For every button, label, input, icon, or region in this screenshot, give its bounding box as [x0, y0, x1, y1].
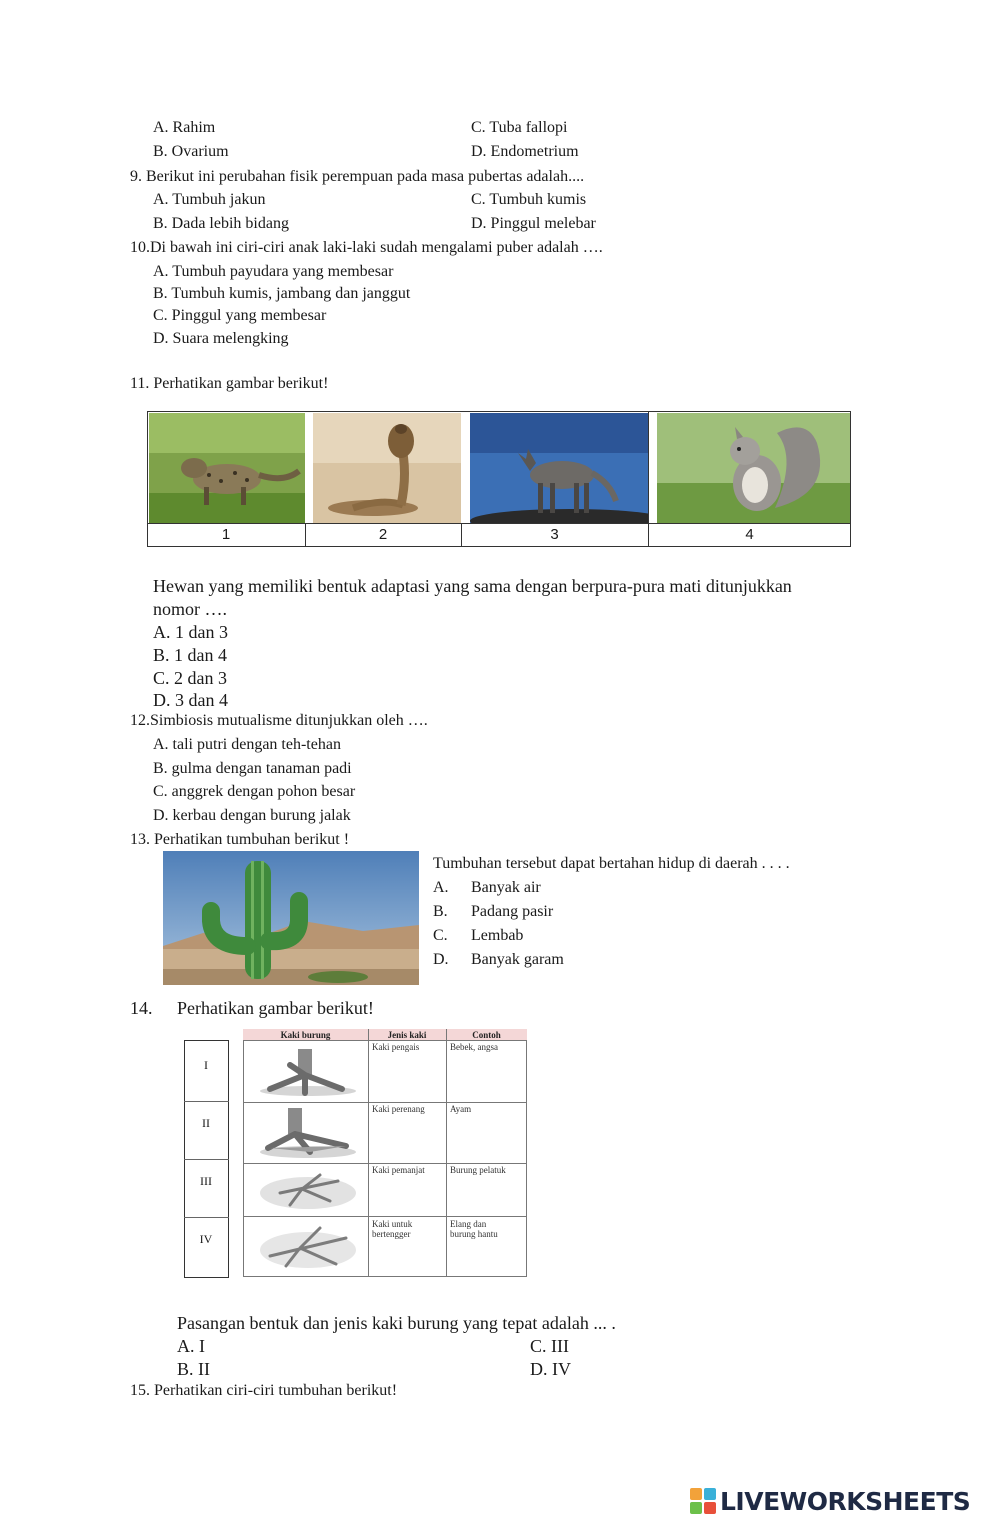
q11-option-a: A. 1 dan 3 — [153, 622, 228, 642]
roman-iii: III — [200, 1174, 212, 1188]
q11-option-b: B. 1 dan 4 — [153, 645, 227, 665]
jenis-row-2: Kaki perenang — [372, 1104, 425, 1114]
liveworksheets-logo — [690, 1486, 970, 1516]
q14-option-d: D. IV — [530, 1359, 571, 1379]
foot-image-2 — [250, 1106, 362, 1160]
q13-option-a-letter: A. — [433, 879, 449, 896]
foot-image-3 — [250, 1167, 362, 1213]
foot-image-1 — [250, 1045, 362, 1099]
q12-option-b: B. gulma dengan tanaman padi — [153, 760, 352, 777]
q13-option-b-text: Padang pasir — [471, 903, 554, 920]
q9-option-a: A. Tumbuh jakun — [153, 191, 266, 208]
q14-option-b: B. II — [177, 1359, 210, 1379]
q13-option-d-letter: D. — [433, 951, 449, 968]
contoh-row-4-line2: burung hantu — [450, 1229, 498, 1239]
q11-option-c: C. 2 dan 3 — [153, 668, 227, 688]
contoh-row-3: Burung pelatuk — [450, 1165, 506, 1175]
q13-option-a-text: Banyak air — [471, 879, 541, 896]
image-label-2: 2 — [378, 526, 388, 543]
q9-option-b: B. Dada lebih bidang — [153, 215, 289, 232]
q10-option-a: A. Tumbuh payudara yang membesar — [153, 263, 394, 280]
q10-option-c: C. Pinggul yang membesar — [153, 307, 327, 324]
foot-image-4 — [250, 1220, 362, 1274]
image-label-3: 3 — [550, 526, 559, 543]
q11-stem-line1: Hewan yang memiliki bentuk adaptasi yang sama dengan berpura-pura mati ditunjukkan — [153, 576, 792, 596]
q8-option-d: D. Endometrium — [471, 143, 579, 160]
header-kaki-burung: Kaki burung — [280, 1030, 331, 1040]
roman-i: I — [204, 1058, 208, 1072]
q8-option-c: C. Tuba fallopi — [471, 119, 568, 136]
contoh-row-1: Bebek, angsa — [450, 1042, 498, 1052]
q14-stem: Pasangan bentuk dan jenis kaki burung yang tepat adalah ... . — [177, 1313, 616, 1333]
q11-stem-line2: nomor …. — [153, 599, 227, 619]
liveworksheets-logo-icon — [690, 1488, 716, 1514]
cactus-image — [163, 851, 419, 985]
q10-option-d: D. Suara melengking — [153, 330, 289, 347]
header-jenis-kaki: Jenis kaki — [387, 1030, 427, 1040]
image-label-4: 4 — [745, 526, 754, 543]
q9-option-d: D. Pinggul melebar — [471, 215, 596, 232]
q8-option-b: B. Ovarium — [153, 143, 229, 160]
jenis-row-4-line2: bertengger — [372, 1229, 411, 1239]
roman-ii: II — [202, 1116, 210, 1130]
q13-question: 13. Perhatikan tumbuhan berikut ! — [130, 831, 350, 848]
q14-number: 14. — [130, 998, 153, 1018]
q14-option-a: A. I — [177, 1336, 205, 1356]
q12-option-c: C. anggrek dengan pohon besar — [153, 783, 356, 800]
q15-question: 15. Perhatikan ciri-ciri tumbuhan berikut! — [130, 1382, 398, 1399]
q9-question: 9. Berikut ini perubahan fisik perempuan pada masa pubertas adalah.... — [130, 168, 585, 185]
q9-option-c: C. Tumbuh kumis — [471, 191, 587, 208]
q10-option-b: B. Tumbuh kumis, jambang dan janggut — [153, 285, 411, 302]
image-label-1: 1 — [221, 526, 231, 543]
q8-option-a: A. Rahim — [153, 119, 216, 136]
header-contoh: Contoh — [472, 1030, 501, 1040]
q13-option-d-text: Banyak garam — [471, 951, 564, 968]
q12-option-d: D. kerbau dengan burung jalak — [153, 807, 351, 824]
q14-option-c: C. III — [530, 1336, 569, 1356]
jenis-row-1: Kaki pengais — [372, 1042, 420, 1052]
contoh-row-2: Ayam — [450, 1104, 472, 1114]
jenis-row-4-line1: Kaki untuk — [372, 1219, 413, 1229]
liveworksheets-wordmark: LIVEWORKSHEETS — [720, 1486, 971, 1516]
contoh-row-4-line1: Elang dan — [450, 1219, 487, 1229]
q11-option-d: D. 3 dan 4 — [153, 690, 228, 710]
q13-option-b-letter: B. — [433, 903, 448, 920]
q14-question: Perhatikan gambar berikut! — [177, 998, 374, 1018]
q10-question: 10.Di bawah ini ciri-ciri anak laki-laki sudah mengalami puber adalah …. — [130, 239, 603, 256]
q13-stem: Tumbuhan tersebut dapat bertahan hidup di daerah . . . . — [433, 855, 790, 872]
roman-iv: IV — [199, 1232, 213, 1246]
q12-option-a: A. tali putri dengan teh-tehan — [153, 736, 341, 753]
q13-option-c-text: Lembab — [471, 927, 524, 944]
q12-question: 12.Simbiosis mutualisme ditunjukkan oleh …. — [130, 712, 428, 729]
jenis-row-3: Kaki pemanjat — [372, 1165, 425, 1175]
q13-option-c-letter: C. — [433, 927, 448, 944]
q11-question: 11. Perhatikan gambar berikut! — [130, 375, 329, 392]
